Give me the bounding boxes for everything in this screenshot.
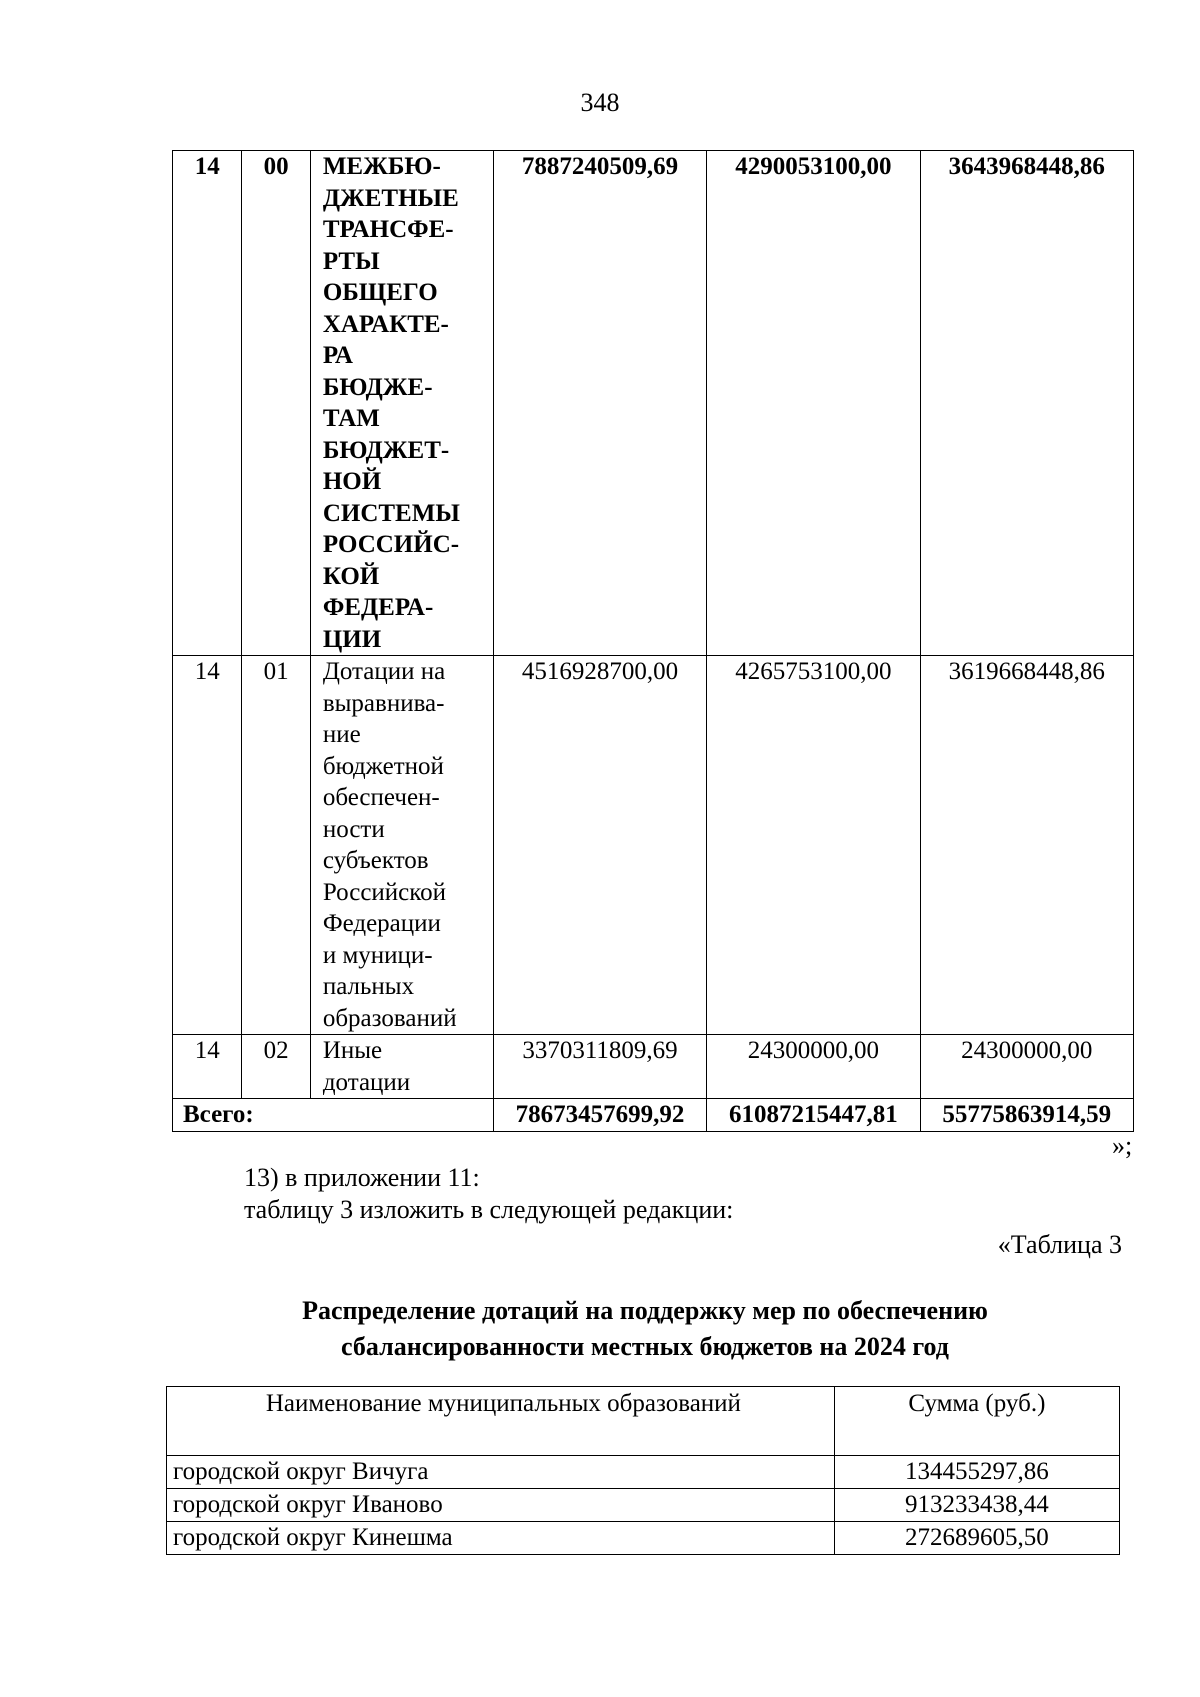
item-name-line: РОССИЙС-: [322, 531, 460, 558]
subsection-code: 02: [242, 1035, 310, 1099]
item-name-line: дотации: [322, 1068, 411, 1096]
distribution-title-line: Распределение дотаций на поддержку мер по обеспечению: [302, 1296, 988, 1325]
budget-table: [172, 150, 1134, 1132]
table-row: [167, 1489, 1120, 1522]
amount-cell: 4290053100,00: [707, 151, 920, 656]
table-row: [167, 1522, 1120, 1555]
closing-quote: »;: [1112, 1131, 1133, 1160]
amount-cell: 4516928700,00: [493, 656, 706, 1035]
amount-cell: 3370311809,69: [493, 1035, 706, 1099]
sum-cell: 272689605,50: [834, 1522, 1119, 1555]
item-name-line: образований: [322, 1004, 457, 1032]
amount-cell: 24300000,00: [920, 1035, 1133, 1099]
amount-cell: 3643968448,86: [920, 151, 1133, 656]
sum-cell: 913233438,44: [834, 1489, 1119, 1522]
item-name-line: обеспечен-: [322, 784, 440, 811]
item-name-line: ОБЩЕГО: [322, 279, 438, 306]
column-header: Наименование муниципальных образований: [167, 1387, 835, 1456]
distribution-table: [166, 1386, 1120, 1555]
total-label: Всего:: [173, 1099, 494, 1132]
total-amount: 78673457699,92: [493, 1099, 706, 1132]
total-row: [173, 1099, 1134, 1132]
item-name-line: ние: [322, 721, 361, 748]
item-name-line: и муници-: [322, 941, 433, 969]
amendment-paragraph: 13) в приложении 11:: [244, 1163, 480, 1192]
column-header: Сумма (руб.): [834, 1387, 1119, 1456]
item-name: [310, 151, 493, 656]
amount-cell: 3619668448,86: [920, 656, 1133, 1035]
item-name-line: бюджетной: [322, 752, 444, 780]
amount-cell: 24300000,00: [707, 1035, 920, 1099]
item-name-line: выравнива-: [322, 689, 445, 717]
section-code: 14: [173, 151, 242, 656]
subsection-code: 00: [242, 151, 310, 656]
item-name-line: КОЙ: [322, 562, 380, 590]
page-number: 348: [580, 88, 620, 117]
section-code: 14: [173, 1035, 242, 1099]
distribution-title: [150, 1293, 1140, 1365]
amount-cell: 4265753100,00: [707, 656, 920, 1035]
table-row: [173, 151, 1134, 656]
item-name-line: Дотации на: [322, 658, 446, 685]
municipality-name: городской округ Кинешма: [167, 1522, 835, 1555]
item-name-line: ХАРАКТЕ-: [322, 310, 449, 338]
table-label: «Таблица 3: [997, 1230, 1122, 1259]
item-name-line: ФЕДЕРА-: [322, 594, 434, 621]
item-name-line: Российской: [322, 878, 447, 906]
sum-cell: 134455297,86: [834, 1456, 1119, 1489]
item-name-line: НОЙ: [322, 468, 382, 495]
item-name-line: ности: [322, 815, 385, 843]
total-amount: 55775863914,59: [920, 1099, 1133, 1132]
item-name-line: ТАМ: [322, 405, 380, 432]
amount-cell: 7887240509,69: [493, 151, 706, 656]
table-row: [173, 656, 1134, 1035]
section-code: 14: [173, 656, 242, 1035]
item-name-line: субъектов: [322, 847, 429, 874]
item-name: [310, 656, 493, 1035]
subsection-code: 01: [242, 656, 310, 1035]
item-name-line: Иные: [322, 1037, 383, 1064]
amendment-paragraph: таблицу 3 изложить в следующей редакции:: [244, 1195, 734, 1224]
municipality-name: городской округ Иваново: [167, 1489, 835, 1522]
item-name-line: БЮДЖЕ-: [322, 373, 433, 401]
item-name-line: ДЖЕТНЫЕ: [322, 184, 459, 212]
item-name-line: пальных: [322, 973, 415, 1000]
item-name-line: БЮДЖЕТ-: [322, 436, 450, 464]
table-row: [167, 1456, 1120, 1489]
distribution-title-line: сбалансированности местных бюджетов на 2024 год: [341, 1332, 949, 1361]
municipality-name: городской округ Вичуга: [167, 1456, 835, 1489]
item-name-line: ЦИИ: [322, 625, 382, 653]
item-name-line: МЕЖБЮ-: [322, 153, 441, 180]
item-name-line: РА: [322, 342, 353, 369]
item-name-line: ТРАНСФЕ-: [322, 216, 454, 243]
table-header-row: [167, 1387, 1120, 1456]
table-row: [173, 1035, 1134, 1099]
total-amount: 61087215447,81: [707, 1099, 920, 1132]
item-name: [310, 1035, 493, 1099]
item-name-line: РТЫ: [322, 247, 380, 275]
item-name-line: СИСТЕМЫ: [322, 499, 460, 527]
item-name-line: Федерации: [322, 910, 441, 937]
